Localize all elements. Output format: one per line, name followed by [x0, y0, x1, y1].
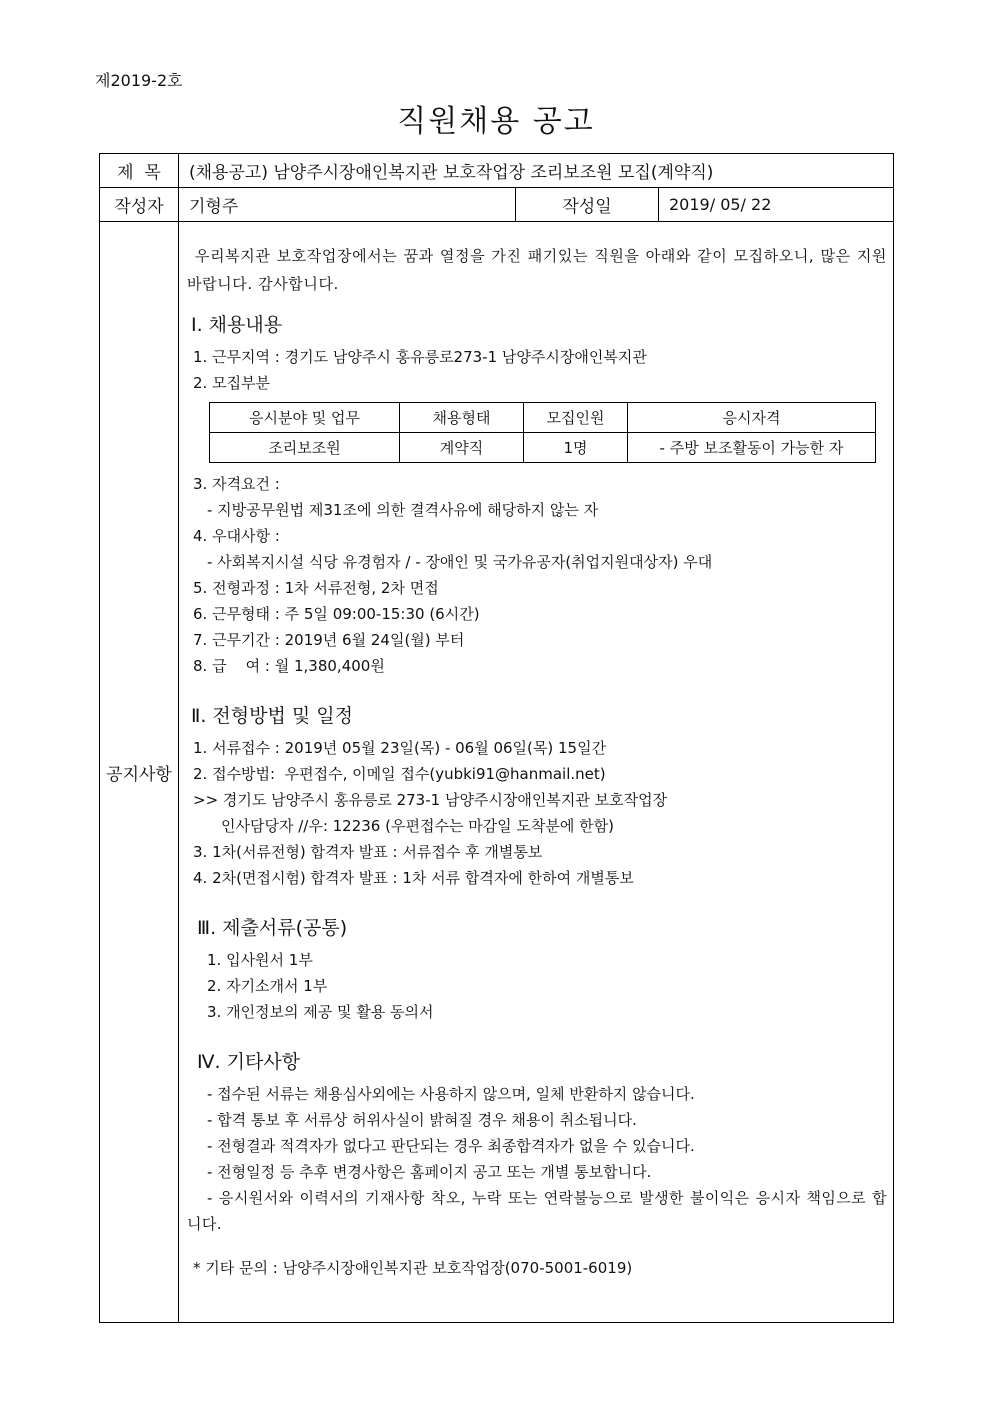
section1-item8: 8. 급 여 : 월 1,380,400원	[193, 657, 385, 675]
date-value: 2019/ 05/ 22	[659, 188, 894, 222]
document-number: 제2019-2호	[95, 71, 183, 90]
section1-item7: 7. 근무기간 : 2019년 6월 24일(월) 부터	[193, 631, 465, 649]
section2-item2: 2. 접수방법: 우편접수, 이메일 접수(yubki91@hanmail.net)	[193, 765, 606, 783]
author-label: 작성자	[100, 188, 179, 222]
document-title: 직원채용 공고	[397, 104, 595, 139]
recruit-header-field: 응시분야 및 업무	[210, 403, 400, 433]
recruit-cell-type: 계약직	[400, 433, 524, 463]
intro-text: 우리복지관 보호작업장에서는 꿈과 열정을 가진 패기있는 직원을 아래와 같이 모집하오니, 많은 지원바랍니다. 감사합니다.	[187, 247, 888, 293]
section3-item2: 2. 자기소개서 1부	[207, 977, 328, 995]
section4-heading: Ⅳ. 기타사항	[197, 1051, 301, 1073]
recruit-header-type: 채용형태	[400, 403, 524, 433]
section1-item4: 4. 우대사항 :	[193, 527, 280, 545]
section4-item2: - 합격 통보 후 서류상 허위사실이 밝혀질 경우 채용이 취소됩니다.	[207, 1111, 637, 1129]
section1-item3-detail: - 지방공무원법 제31조에 의한 결격사유에 해당하지 않는 자	[207, 501, 599, 519]
section2-item3: 3. 1차(서류전형) 합격자 발표 : 서류접수 후 개별통보	[193, 843, 543, 861]
notice-label: 공지사항	[100, 222, 179, 1323]
notice-body	[179, 222, 894, 1323]
recruit-cell-count: 1명	[524, 433, 628, 463]
section1-item2: 2. 모집부분	[193, 374, 271, 392]
section3-item3: 3. 개인정보의 제공 및 활용 동의서	[207, 1003, 434, 1021]
section1-item3: 3. 자격요건 :	[193, 475, 280, 493]
section4-item3: - 전형결과 적격자가 없다고 판단되는 경우 최종합격자가 없을 수 있습니다.	[207, 1137, 695, 1155]
recruit-header-qualification: 응시자격	[628, 403, 876, 433]
section2-item1: 1. 서류접수 : 2019년 05월 23일(목) - 06월 06일(목) 15일간	[193, 739, 607, 757]
section2-heading: Ⅱ. 전형방법 및 일정	[191, 705, 353, 727]
recruit-cell-qualification: - 주방 보조활동이 가능한 자	[628, 433, 876, 463]
recruit-header-count: 모집인원	[524, 403, 628, 433]
section4-item1: - 접수된 서류는 채용심사외에는 사용하지 않으며, 일체 반환하지 않습니다.	[207, 1085, 695, 1103]
section1-item1: 1. 근무지역 : 경기도 남양주시 홍유릉로273-1 남양주시장애인복지관	[193, 348, 647, 366]
section4-item4: - 전형일정 등 추후 변경사항은 홈페이지 공고 또는 개별 통보합니다.	[207, 1163, 652, 1181]
recruit-table	[209, 402, 876, 463]
section3-item1: 1. 입사원서 1부	[207, 951, 313, 969]
section1-heading: Ⅰ. 채용내용	[191, 314, 283, 336]
section1-item5: 5. 전형과정 : 1차 서류전형, 2차 면접	[193, 579, 439, 597]
section1-item6: 6. 근무형태 : 주 5일 09:00-15:30 (6시간)	[193, 605, 480, 623]
section2-address1: >> 경기도 남양주시 홍유릉로 273-1 남양주시장애인복지관 보호작업장	[193, 791, 668, 809]
section3-heading: Ⅲ. 제출서류(공통)	[197, 917, 348, 939]
recruit-cell-field: 조리보조원	[210, 433, 400, 463]
section2-item4: 4. 2차(면접시험) 합격자 발표 : 1차 서류 합격자에 한하여 개별통보	[193, 869, 634, 887]
author-value: 기형주	[179, 188, 516, 222]
notice-table	[99, 153, 894, 1323]
subject-label: 제 목	[100, 154, 179, 188]
subject-value: (채용공고) 남양주시장애인복지관 보호작업장 조리보조원 모집(계약직)	[179, 154, 894, 188]
section1-item4-detail: - 사회복지시설 식당 유경험자 / - 장애인 및 국가유공자(취업지원대상자) 우대	[207, 553, 713, 571]
section4-item5: - 응시원서와 이력서의 기재사항 착오, 누락 또는 연락불능으로 발생한 불이익은 응시자 책임으로 합니다.	[187, 1189, 888, 1233]
date-label: 작성일	[516, 188, 659, 222]
contact-info: * 기타 문의 : 남양주시장애인복지관 보호작업장(070-5001-6019)	[193, 1259, 633, 1277]
section2-address2: 인사담당자 //우: 12236 (우편접수는 마감일 도착분에 한함)	[221, 817, 614, 835]
